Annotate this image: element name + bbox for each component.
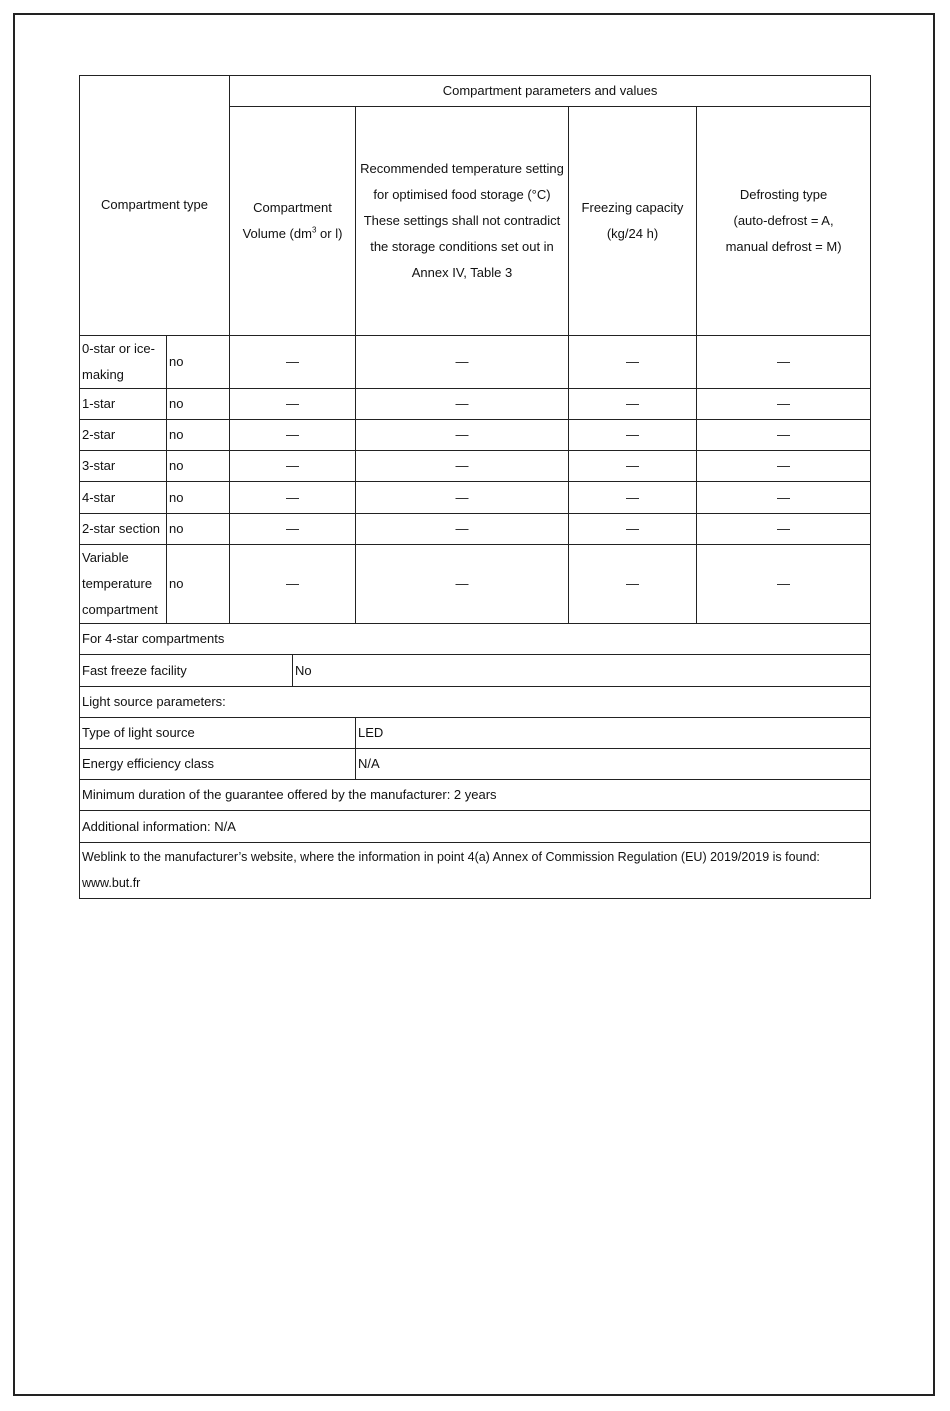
compartment-parameters-table	[79, 75, 871, 899]
table-row	[80, 482, 871, 513]
table-row	[80, 451, 871, 482]
freezing-capacity-header	[569, 107, 697, 335]
row-present: no	[167, 335, 230, 388]
fast-freeze-value: No	[293, 655, 871, 686]
row-defrost: —	[697, 513, 871, 544]
volume-header-line2-post: or l)	[316, 225, 343, 241]
four-star-heading-row	[80, 624, 871, 655]
row-present: no	[167, 420, 230, 451]
row-present: no	[167, 513, 230, 544]
light-source-heading: Light source parameters:	[80, 686, 871, 717]
row-freezing: —	[569, 513, 697, 544]
energy-class-value: N/A	[356, 749, 871, 780]
row-defrost: —	[697, 451, 871, 482]
row-temp: —	[356, 388, 569, 419]
row-volume: —	[230, 544, 356, 623]
temp-line: Recommended temperature setting	[360, 160, 564, 176]
volume-header	[230, 107, 356, 335]
freezing-line: Freezing capacity	[581, 199, 684, 215]
parameters-title: Compartment parameters and values	[230, 76, 871, 107]
energy-class-row	[80, 749, 871, 780]
light-type-row	[80, 717, 871, 748]
table-row	[80, 335, 871, 388]
row-temp: —	[356, 513, 569, 544]
row-defrost: —	[697, 335, 871, 388]
weblink-text: Weblink to the manufacturer’s website, where the information in point 4(a) Annex of Commission Regulation (EU) 2019/2019 is found: www.but.fr	[80, 842, 871, 898]
defrost-line: manual defrost = M)	[725, 238, 842, 254]
light-type-label: Type of light source	[80, 717, 356, 748]
guarantee-text: Minimum duration of the guarantee offered by the manufacturer: 2 years	[80, 780, 871, 811]
row-freezing: —	[569, 335, 697, 388]
guarantee-row	[80, 780, 871, 811]
row-freezing: —	[569, 451, 697, 482]
row-type: 0-star or ice-making	[80, 335, 167, 388]
fast-freeze-label: Fast freeze facility	[80, 655, 293, 686]
table-row	[80, 388, 871, 419]
header-row-top	[80, 76, 871, 107]
table-row	[80, 544, 871, 623]
row-temp: —	[356, 482, 569, 513]
row-defrost: —	[697, 388, 871, 419]
row-defrost: —	[697, 544, 871, 623]
row-present: no	[167, 482, 230, 513]
temp-line: the storage conditions set out in	[370, 238, 554, 254]
temp-line: Annex IV, Table 3	[411, 264, 513, 280]
additional-info-text: Additional information: N/A	[80, 811, 871, 842]
row-type: 1-star	[80, 388, 167, 419]
table-row	[80, 513, 871, 544]
light-type-value: LED	[356, 717, 871, 748]
temp-line: These settings shall not contradict	[363, 212, 561, 228]
row-freezing: —	[569, 420, 697, 451]
volume-header-line2-pre: Volume (dm	[242, 225, 312, 241]
row-temp: —	[356, 420, 569, 451]
row-volume: —	[230, 451, 356, 482]
row-type: 3-star	[80, 451, 167, 482]
row-defrost: —	[697, 420, 871, 451]
defrost-line: Defrosting type	[739, 186, 828, 202]
temperature-header	[356, 107, 569, 335]
row-volume: —	[230, 420, 356, 451]
freezing-line: (kg/24 h)	[606, 225, 659, 241]
row-defrost: —	[697, 482, 871, 513]
table-row	[80, 420, 871, 451]
light-heading-row	[80, 686, 871, 717]
row-type: Variable temperature compartment	[80, 544, 167, 623]
temp-line: for optimised food storage (°C)	[373, 186, 551, 202]
row-freezing: —	[569, 388, 697, 419]
row-temp: —	[356, 544, 569, 623]
weblink-row	[80, 842, 871, 898]
additional-info-row	[80, 811, 871, 842]
row-freezing: —	[569, 544, 697, 623]
row-present: no	[167, 388, 230, 419]
row-type: 4-star	[80, 482, 167, 513]
defrost-line: (auto-defrost = A,	[733, 212, 834, 228]
row-freezing: —	[569, 482, 697, 513]
row-type: 2-star section	[80, 513, 167, 544]
row-present: no	[167, 451, 230, 482]
row-present: no	[167, 544, 230, 623]
four-star-heading: For 4-star compartments	[80, 624, 871, 655]
row-temp: —	[356, 335, 569, 388]
volume-header-line1: Compartment	[253, 199, 332, 215]
fast-freeze-row	[80, 655, 871, 686]
row-volume: —	[230, 513, 356, 544]
compartment-type-header: Compartment type	[80, 76, 230, 336]
row-volume: —	[230, 335, 356, 388]
row-type: 2-star	[80, 420, 167, 451]
row-volume: —	[230, 388, 356, 419]
volume-header-sup: 3	[311, 225, 317, 235]
row-temp: —	[356, 451, 569, 482]
energy-class-label: Energy efficiency class	[80, 749, 356, 780]
defrosting-type-header	[697, 107, 871, 335]
row-volume: —	[230, 482, 356, 513]
